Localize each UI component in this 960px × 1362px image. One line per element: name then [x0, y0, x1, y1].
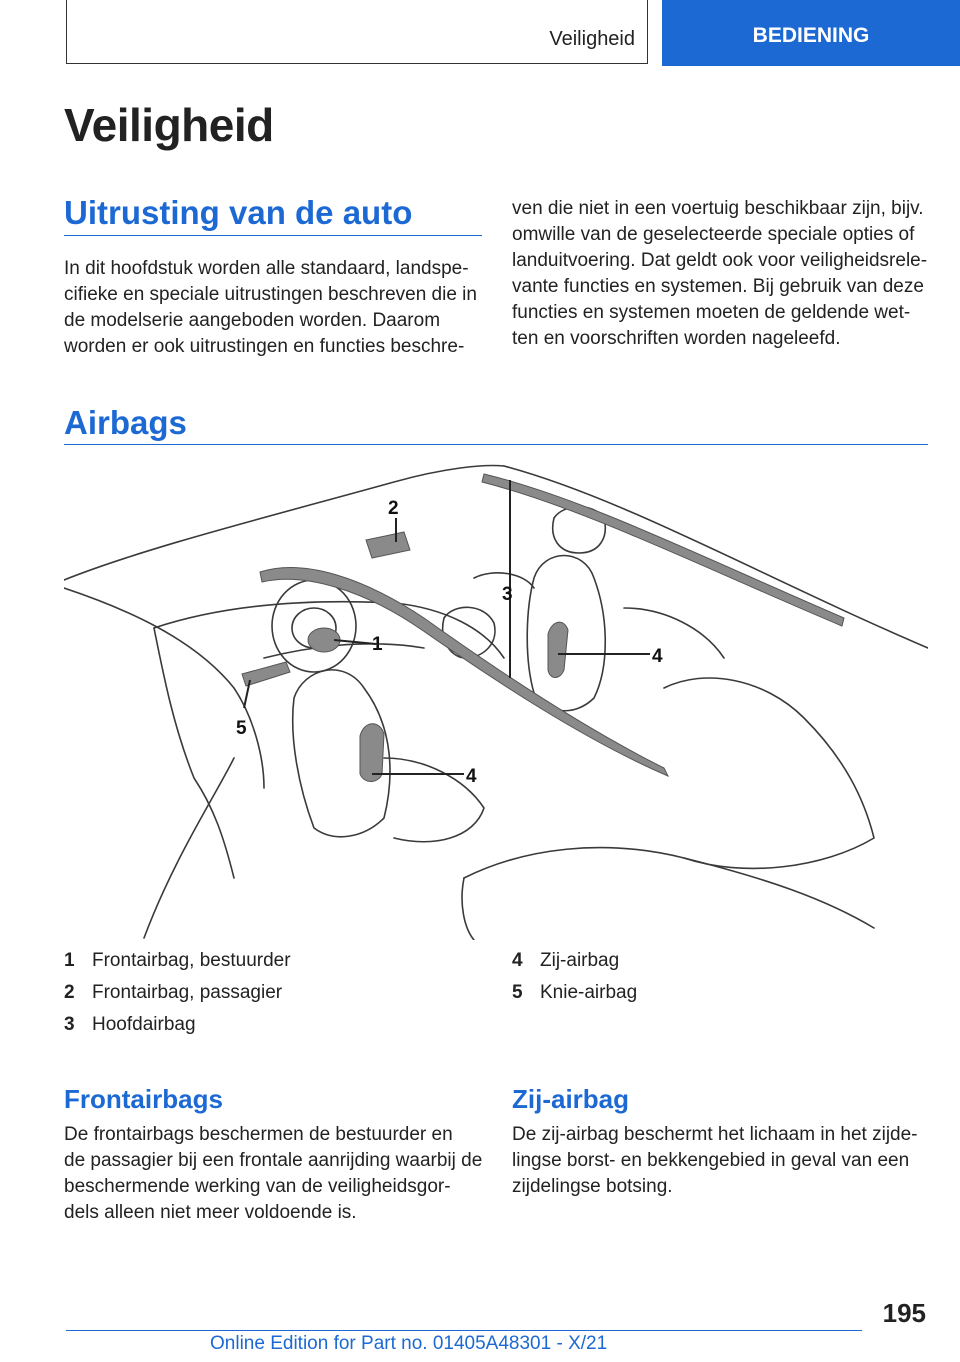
section-heading-equipment: Uitrusting van de auto	[64, 194, 413, 231]
section-heading-airbags: Airbags	[64, 404, 187, 441]
legend-item: 2 Frontairbag, passagier	[64, 982, 283, 1003]
callout-3: 3	[502, 584, 513, 605]
rear-seat	[664, 678, 874, 868]
roof-line	[64, 466, 504, 580]
rear-bench	[464, 848, 874, 928]
callout-1: 1	[372, 634, 383, 655]
dash-line	[264, 644, 424, 658]
b-pillar-line	[624, 608, 724, 658]
roofline-right	[504, 466, 928, 648]
legend-col2	[512, 950, 637, 1014]
door-edge	[144, 758, 234, 938]
intro-text-col2: ven die niet in een voertuig beschikbaar zijn, bijv. omwille van de geselecteerde speciale opties of landuitvoering. Dat geldt ook voor veiligheidsrele- vante functies en systemen. Bij gebruik van deze functies en systemen moeten de geldende wet- ten en voorschriften worden nageleefd.	[512, 198, 928, 349]
front-side-airbag-shape	[360, 724, 384, 782]
airbag-location-illustration	[64, 458, 928, 940]
legend-col1	[64, 950, 291, 1046]
callout-4b: 4	[466, 766, 477, 787]
intro-text-col1: In dit hoofdstuk worden alle standaard, landspe- cifieke en speciale uitrustingen beschreven die in de modelserie aangeboden worden. Daarom worden er ook uitrustingen en functies beschre-	[64, 258, 477, 357]
heading-rule	[64, 444, 928, 445]
frontairbags-text: De frontairbags beschermen de bestuurder en de passagier bij een frontale aanrijding waarbij de beschermende werking van de veiligheidsgor- dels alleen niet meer voldoende is.	[64, 1124, 483, 1223]
footer-rule	[66, 1330, 862, 1331]
heading-rule	[64, 235, 482, 236]
dashboard-side	[154, 628, 234, 878]
heading-frontairbags: Frontairbags	[64, 1084, 223, 1114]
page-number: 195	[882, 1298, 926, 1328]
chapter-label: BEDIENING	[752, 24, 870, 47]
header-section-title: Veiligheid	[549, 28, 635, 50]
callout-5: 5	[236, 718, 247, 739]
heading-zij-airbag: Zij-airbag	[512, 1084, 630, 1114]
header-chapter-tab[interactable]	[662, 0, 960, 66]
passenger-frontairbag-shape	[366, 532, 410, 558]
curtain-airbag-rear	[482, 474, 844, 626]
page-title: Veiligheid	[64, 99, 274, 151]
steering-wheel	[272, 580, 356, 672]
callout-4a: 4	[652, 646, 663, 667]
legend-item: 5 Knie-airbag	[512, 982, 638, 1003]
rear-seat-front-edge	[462, 878, 474, 940]
rear-side-airbag-shape	[548, 622, 568, 677]
footer-edition: Online Edition for Part no. 01405A48301 - X/21	[210, 1333, 608, 1354]
legend-item: 3 Hoofdairbag	[64, 1014, 196, 1035]
legend-item: 4 Zij-airbag	[512, 950, 620, 971]
callout-2: 2	[388, 498, 399, 519]
legend-item: 1 Frontairbag, bestuurder	[64, 950, 291, 971]
zij-airbag-text: De zij-airbag beschermt het lichaam in het zijde- lingse borst- en bekkengebied in geval van een zijdelingse botsing.	[512, 1124, 918, 1197]
